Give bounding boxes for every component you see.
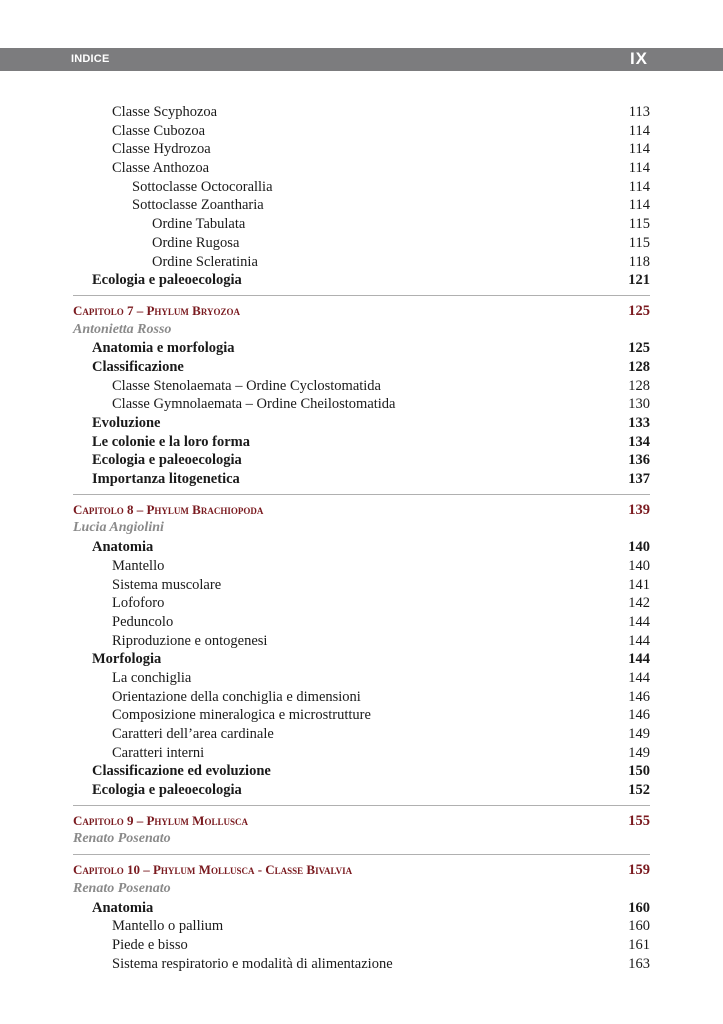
header-page-number: IX — [629, 49, 648, 68]
toc-entry-page: 133 — [628, 415, 650, 431]
toc-entry-page: 150 — [628, 763, 650, 780]
toc-entry — [73, 377, 650, 396]
toc-entry-page: 140 — [628, 539, 650, 556]
toc-entry-page: 146 — [628, 688, 650, 705]
toc-entry-label: Mantello — [112, 557, 165, 574]
toc-entry-label: Sottoclasse Octocorallia — [132, 178, 273, 195]
toc-entry-label: Peduncolo — [112, 613, 174, 630]
toc-entry — [73, 613, 650, 632]
toc-entry-label: Renato Posenato — [73, 831, 171, 847]
toc-entry-label: Ecologia e paleoecologia — [92, 452, 242, 469]
toc-entry-page: 113 — [628, 104, 650, 120]
toc-entry-page: 163 — [628, 955, 650, 972]
chapter-author — [73, 830, 650, 849]
chapter-divider — [73, 805, 650, 806]
toc-entry — [73, 470, 650, 489]
toc-entry-page: 125 — [628, 340, 650, 357]
toc-entry-label: Anatomia e morfologia — [92, 340, 235, 357]
toc-entry-label: Sistema muscolare — [112, 576, 222, 593]
toc-entry — [73, 594, 650, 613]
chapter-author — [73, 519, 650, 538]
toc-entry-page: 144 — [628, 669, 650, 686]
chapter-heading — [73, 812, 650, 831]
toc-entry-page: 137 — [628, 471, 650, 488]
toc-entry — [73, 538, 650, 557]
toc-entry — [73, 358, 650, 377]
toc-entry-label: Anatomia — [92, 539, 154, 556]
toc-entry-label: Classe Gymnolaemata – Ordine Cheilostomatida — [112, 396, 396, 413]
toc-entry-label: Classe Hydrozoa — [112, 141, 211, 158]
toc-entry — [73, 339, 650, 358]
toc-entry-page: 160 — [628, 918, 650, 935]
toc-entry — [73, 781, 650, 800]
toc-entry-page: 161 — [628, 936, 650, 953]
toc-entry — [73, 688, 650, 707]
chapter-divider — [73, 295, 650, 296]
toc-entry-label: Ecologia e paleoecologia — [92, 782, 242, 799]
chapter-heading — [73, 501, 650, 520]
toc-entry-page: 144 — [628, 613, 650, 630]
toc-entry-page: 144 — [628, 651, 650, 668]
toc-entry-page: 114 — [628, 160, 650, 177]
toc-entry-page: 140 — [628, 557, 650, 574]
toc-entry-page: 142 — [628, 595, 650, 612]
toc-entry-label: Classificazione ed evoluzione — [92, 763, 271, 780]
toc-entry-label: Capitolo 9 – Phylum Mollusca — [73, 812, 248, 828]
toc-entry-label: Ordine Tabulata — [152, 216, 246, 233]
toc-entry — [73, 706, 650, 725]
toc-entry-label: Capitolo 8 – Phylum Brachiopoda — [73, 501, 264, 517]
toc-entry-label: Ordine Scleratinia — [152, 253, 258, 270]
toc-entry-page: 115 — [628, 216, 650, 233]
toc-entry-label: La conchiglia — [112, 669, 192, 686]
toc-entry-label: Lucia Angiolini — [73, 520, 164, 536]
toc-entry-page: 121 — [628, 272, 650, 289]
toc-entry-label: Antonietta Rosso — [73, 321, 172, 337]
toc-entry-label: Composizione mineralogica e microstrutture — [112, 707, 371, 724]
toc-entry — [73, 576, 650, 595]
toc-entry-label: Sottoclasse Zoantharia — [132, 197, 264, 214]
toc-entry-page: 152 — [628, 782, 650, 799]
running-header — [0, 48, 723, 71]
toc-entry-label: Classe Stenolaemata – Ordine Cyclostomatida — [112, 377, 381, 394]
toc-entry — [73, 650, 650, 669]
toc-entry — [73, 557, 650, 576]
chapter-divider — [73, 494, 650, 495]
toc-entry — [73, 271, 650, 290]
toc-entry — [73, 669, 650, 688]
chapter-author — [73, 880, 650, 899]
toc-entry-label: Piede e bisso — [112, 936, 188, 953]
toc-entry-label: Ordine Rugosa — [152, 234, 240, 251]
toc-entry-label: Importanza litogenetica — [92, 471, 240, 488]
toc-entry-page: 159 — [628, 862, 650, 879]
toc-entry — [73, 122, 650, 141]
toc-entry-page: 125 — [628, 302, 650, 319]
toc-entry-page: 114 — [628, 197, 650, 214]
toc-entry — [73, 395, 650, 414]
toc-entry — [73, 215, 650, 234]
toc-entry — [73, 632, 650, 651]
toc-entry-page: 139 — [628, 501, 650, 518]
toc-entry — [73, 140, 650, 159]
toc-entry-label: Lofoforo — [112, 595, 165, 612]
toc-entry — [73, 899, 650, 918]
toc-entry-label: Sistema respiratorio e modalità di alimentazione — [112, 955, 393, 972]
toc-entry-label: Classificazione — [92, 358, 184, 375]
toc-entry-page: 149 — [628, 726, 650, 742]
table-of-contents — [73, 103, 650, 973]
toc-entry — [73, 178, 650, 197]
toc-entry-label: Caratteri dell’area cardinale — [112, 726, 274, 742]
toc-entry-page: 134 — [628, 433, 650, 450]
toc-entry — [73, 414, 650, 433]
toc-entry — [73, 433, 650, 452]
toc-entry-page: 128 — [628, 358, 650, 375]
toc-entry-page: 114 — [628, 141, 650, 158]
toc-entry-page: 118 — [628, 253, 650, 270]
header-title: INDICE — [71, 53, 110, 65]
toc-entry-label: Mantello o pallium — [112, 918, 224, 935]
toc-entry — [73, 936, 650, 955]
toc-entry — [73, 196, 650, 215]
toc-entry — [73, 253, 650, 272]
toc-entry — [73, 955, 650, 974]
toc-entry-page: 136 — [628, 452, 650, 469]
toc-entry-label: Orientazione della conchiglia e dimensioni — [112, 688, 361, 705]
toc-entry-page: 114 — [628, 122, 650, 139]
toc-entry-page: 155 — [628, 812, 650, 829]
chapter-author — [73, 321, 650, 340]
toc-entry-label: Classe Anthozoa — [112, 160, 210, 177]
toc-entry-label: Le colonie e la loro forma — [92, 433, 250, 450]
toc-entry — [73, 744, 650, 763]
toc-entry-label: Caratteri interni — [112, 744, 205, 761]
toc-entry — [73, 762, 650, 781]
chapter-heading — [73, 861, 650, 880]
toc-entry — [73, 234, 650, 253]
toc-entry-label: Riproduzione e ontogenesi — [112, 632, 268, 649]
toc-entry-label: Ecologia e paleoecologia — [92, 272, 242, 289]
chapter-heading — [73, 302, 650, 321]
toc-entry — [73, 725, 650, 744]
toc-entry-page: 146 — [628, 707, 650, 724]
toc-entry-label: Capitolo 10 – Phylum Mollusca - Classe Bivalvia — [73, 862, 353, 878]
toc-entry-label: Anatomia — [92, 899, 154, 916]
toc-entry-page: 160 — [628, 899, 650, 916]
toc-entry — [73, 103, 650, 122]
toc-entry-page: 115 — [628, 234, 650, 251]
toc-entry-label: Evoluzione — [92, 415, 161, 431]
toc-entry-label: Classe Cubozoa — [112, 122, 206, 139]
chapter-divider — [73, 854, 650, 855]
toc-entry-page: 149 — [628, 744, 650, 761]
toc-entry-page: 141 — [628, 576, 650, 593]
toc-entry-label: Classe Scyphozoa — [112, 104, 218, 120]
toc-entry — [73, 917, 650, 936]
toc-entry-label: Renato Posenato — [73, 880, 171, 896]
toc-entry-page: 144 — [628, 632, 650, 649]
toc-entry-page: 130 — [628, 396, 650, 413]
toc-entry — [73, 159, 650, 178]
toc-entry-label: Morfologia — [92, 651, 162, 668]
toc-entry — [73, 451, 650, 470]
toc-entry-page: 114 — [628, 178, 650, 195]
toc-entry-page: 128 — [628, 377, 650, 394]
toc-entry-label: Capitolo 7 – Phylum Bryozoa — [73, 302, 241, 318]
